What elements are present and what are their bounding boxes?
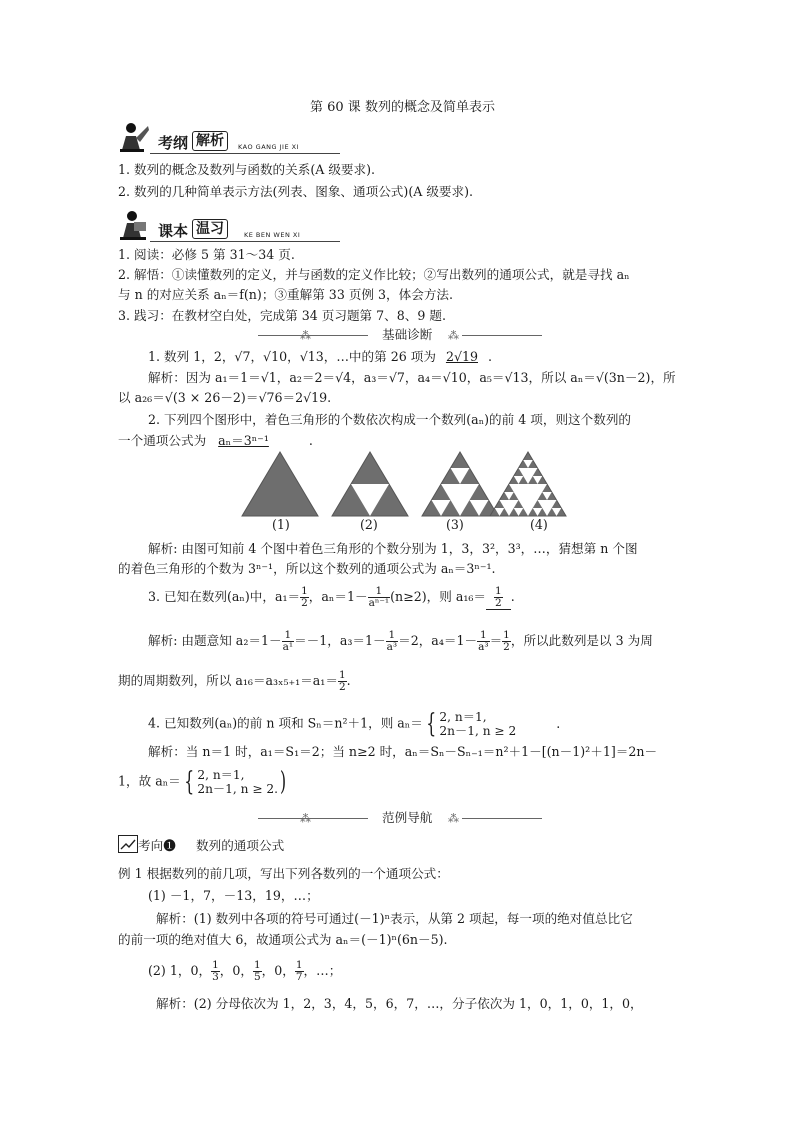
problem-1-solution-line-2: 以 a₂₆＝√(3 × 26－2)＝√76＝2√19. (118, 390, 332, 405)
banner-title-boxed: 温习 (192, 218, 228, 239)
trend-chart-icon (118, 835, 138, 853)
reader-icon (118, 120, 150, 154)
problem-1-solution-line-1: 解析：因为 a₁＝1＝√1，a₂＝2＝√4，a₃＝√7，a₄＝√10，a₅＝√13，所以 aₙ＝√(3n－2)，所 (148, 370, 676, 385)
problem-3-solution-line-2: 期的周期数列，所以 a₁₆＝a₃ₓ₅₊₁＝a₁＝ $\frac{1}{2}$ . (118, 669, 351, 693)
page-title: 第 60 课 数列的概念及简单表示 (310, 100, 495, 115)
banner-subtitle: KAO GANG JIE XI (238, 143, 299, 151)
example-1-sub-2: (2) 1，0， $\frac{1}{3}$ ，0， $\frac{1}{5}$ ，0， $\frac{1}{7}$ ，…； (148, 959, 342, 983)
reader-icon (118, 208, 150, 242)
problem-4-question: 4. 已知数列(aₙ)的前 n 项和 Sₙ＝n²＋1，则 aₙ＝ { 2, n＝1, 2n－1, n ≥ 2 . (148, 709, 561, 739)
problem-4-solution-line-1: 解析：当 n＝1 时，a₁＝S₁＝2；当 n≥2 时，aₙ＝Sₙ－Sₙ₋₁＝n²＋1－[(n－1)²＋1]＝2n－ (148, 744, 658, 759)
kaogang-item-2: 2. 数列的几种简单表示方法(列表、图象、通项公式)(A 级要求). (118, 184, 474, 199)
banner-title-main: 课本 (158, 222, 189, 240)
problem-2-solution-line-1: 解析: 由图可知前 4 个图中着色三角形的个数分别为 1，3，3²，3³，…，猜想第 n 个图 (148, 541, 638, 556)
figure-label-1: (1) (272, 517, 290, 532)
problem-1-question: 1. 数列 1，2，√7，√10，√13，…中的第 26 项为 2√19 . (148, 349, 493, 364)
triangle-figure-4 (490, 452, 566, 516)
example-1-sub-1: (1) －1，7，－13，19，…； (148, 888, 319, 903)
problem-3-question: 3. 已知在数列(aₙ)中，a₁＝ $\frac{1}{2}$ ，aₙ＝1－ $\frac{1}{\text{aⁿ⁻¹}}$ (n≥2)，则 a₁₆＝ $\frac{1}{2}$ . (148, 585, 515, 609)
swirl-ornament-icon: ⁂ (300, 329, 311, 342)
sierpinski-figures (240, 450, 570, 518)
banner-underline (150, 153, 340, 154)
problem-1-answer: 2√19 (445, 349, 478, 364)
figure-label-4: (4) (530, 517, 548, 532)
example-1-sub-2-solution-line-1: 解析：(2) 分母依次为 1，2，3，4，5，6，7，…，分子依次为 1，0，1，0，1，0， (156, 996, 643, 1011)
banner-title-main: 考纲 (158, 134, 189, 152)
section-rule-right (462, 818, 542, 819)
banner-underline (150, 241, 340, 242)
swirl-ornament-icon: ⁂ (448, 812, 459, 825)
problem-2-question-line-1: 2. 下列四个图形中，着色三角形的个数依次构成一个数列(aₙ)的前 4 项，则这个数列的 (148, 412, 632, 427)
triangle-figure-3 (422, 452, 498, 516)
example-1-sub-1-solution-line-1: 解析：(1) 数列中各项的符号可通过(－1)ⁿ表示，从第 2 项起，每一项的绝对值总比它 (156, 911, 633, 926)
example-1-sub-1-solution-line-2: 的前一项的绝对值大 6，故通项公式为 aₙ＝(－1)ⁿ(6n－5). (118, 932, 448, 947)
section-title: 基础诊断 (382, 327, 433, 342)
triangle-figure-2 (332, 452, 408, 516)
example-1-question: 例 1 根据数列的前几项，写出下列各数列的一个通项公式： (118, 866, 449, 881)
problem-2-answer: aₙ＝3ⁿ⁻¹ (218, 433, 269, 448)
triangle-figure-1 (242, 452, 318, 516)
keben-line-4: 3. 践习：在教材空白处，完成第 34 页习题第 7、8、9 题. (118, 308, 446, 323)
section-rule-right (462, 335, 542, 336)
banner-title-boxed: 解析 (192, 130, 228, 151)
kaoxiang-title: 数列的通项公式 (196, 838, 285, 853)
swirl-ornament-icon: ⁂ (300, 812, 311, 825)
section-rule-left (258, 818, 368, 819)
problem-2-question-line-2: 一个通项公式为 aₙ＝3ⁿ⁻¹ . (118, 433, 313, 448)
problem-2-solution-line-2: 的着色三角形的个数为 3ⁿ⁻¹，所以这个数列的通项公式为 aₙ＝3ⁿ⁻¹. (118, 561, 496, 576)
figure-label-3: (3) (446, 517, 464, 532)
section-rule-left (258, 335, 368, 336)
swirl-ornament-icon: ⁂ (448, 329, 459, 342)
section-title: 范例导航 (382, 810, 433, 825)
problem-3-solution-line-1: 解析: 由题意知 a₂＝1－ $\frac{1}{\text{a¹}}$ ＝－1，a₃＝1－ $\frac{1}{\text{a³}}$ ＝2，a₄＝1－ $\frac{1}{\text{a³}}$ ＝ $\frac{1}{2}$ ，所以此数列是以 3 为周 (148, 629, 653, 653)
keben-line-2: 2. 解悟：①读懂数列的定义，并与函数的定义作比较；②写出数列的通项公式，就是寻找 aₙ (118, 267, 630, 282)
figure-label-2: (2) (360, 517, 378, 532)
kaogang-item-1: 1. 数列的概念及数列与函数的关系(A 级要求). (118, 162, 376, 177)
keben-line-1: 1. 阅读：必修 5 第 31～34 页. (118, 247, 295, 262)
keben-line-3: 与 n 的对应关系 aₙ＝f(n)；③重解第 33 页例 3，体会方法. (118, 287, 454, 302)
banner-subtitle: KE BEN WEN XI (244, 231, 301, 239)
problem-4-solution-line-2: 1，故 aₙ＝ { 2, n＝1, 2n－1, n ≥ 2. ) (118, 767, 287, 797)
kaoxiang-label: 考向❶ (138, 838, 176, 853)
